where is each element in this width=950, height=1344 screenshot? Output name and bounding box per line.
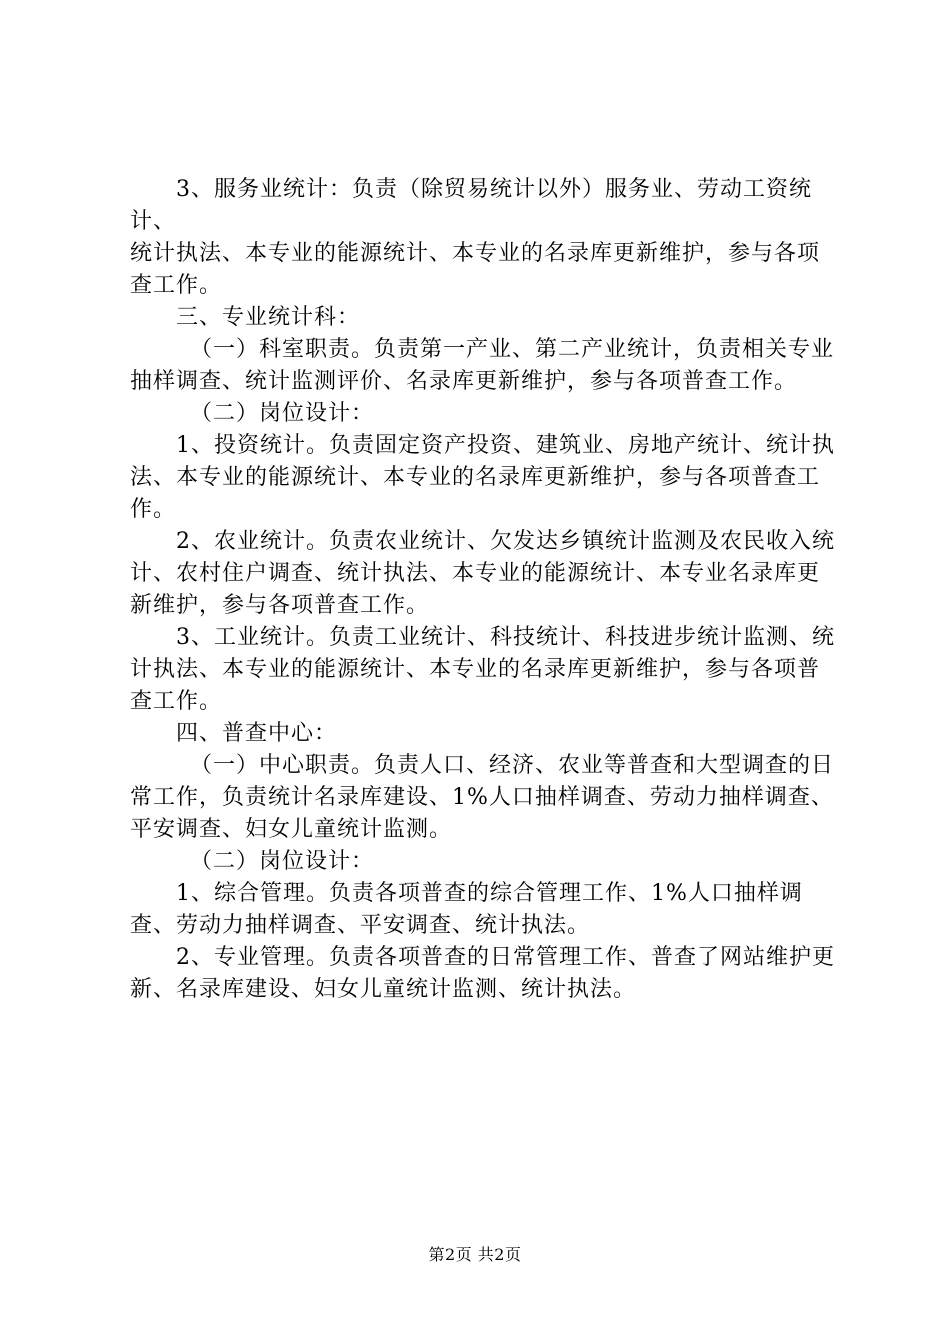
paragraph-center-duties: （一）中心职责。负责人口、经济、农业等普查和大型调查的日常工作，负责统计名录库建设、1%人口抽样调查、劳动力抽样调查、平安调查、妇女儿童统计监测。	[130, 753, 835, 842]
document-body	[130, 174, 840, 1006]
heading-position-design-1: （二）岗位设计：	[190, 401, 375, 426]
paragraph-professional-management: 2、专业管理。负责各项普查的日常管理工作、普查了网站维护更新、名录库建设、妇女儿童统计监测、统计执法。	[130, 945, 835, 1002]
heading-census-center-section: 四、普查中心：	[176, 721, 338, 746]
paragraph-service-statistics-end: 查工作。	[130, 273, 223, 298]
paragraph-investment-statistics: 1、投资统计。负责固定资产投资、建筑业、房地产统计、统计执法、本专业的能源统计、本专业的名录库更新维护，参与各项普查工作。	[130, 433, 835, 522]
paragraph-industry-statistics: 3、工业统计。负责工业统计、科技统计、科技进步统计监测、统计执法、本专业的能源统计、本专业的名录库更新维护，参与各项普查工作。	[130, 625, 835, 714]
paragraph-agriculture-statistics: 2、农业统计。负责农业统计、欠发达乡镇统计监测及农民收入统计、农村住户调查、统计执法、本专业的能源统计、本专业名录库更新维护，参与各项普查工作。	[130, 529, 835, 618]
paragraph-comprehensive-management: 1、综合管理。负责各项普查的综合管理工作、1%人口抽样调查、劳动力抽样调查、平安调查、统计执法。	[130, 881, 803, 938]
heading-position-design-2: （二）岗位设计：	[190, 849, 375, 874]
paragraph-service-statistics-continued: 统计执法、本专业的能源统计、本专业的名录库更新维护，参与各项	[130, 241, 821, 266]
paragraph-service-statistics: 3、服务业统计：负责（除贸易统计以外）服务业、劳动工资统计、	[130, 177, 812, 234]
paragraph-office-duties: （一）科室职责。负责第一产业、第二产业统计，负责相关专业抽样调查、统计监测评价、名录库更新维护，参与各项普查工作。	[130, 337, 835, 394]
heading-professional-statistics-section: 三、专业统计科：	[176, 305, 361, 330]
page-footer: 第2页 共2页	[428, 1245, 522, 1264]
